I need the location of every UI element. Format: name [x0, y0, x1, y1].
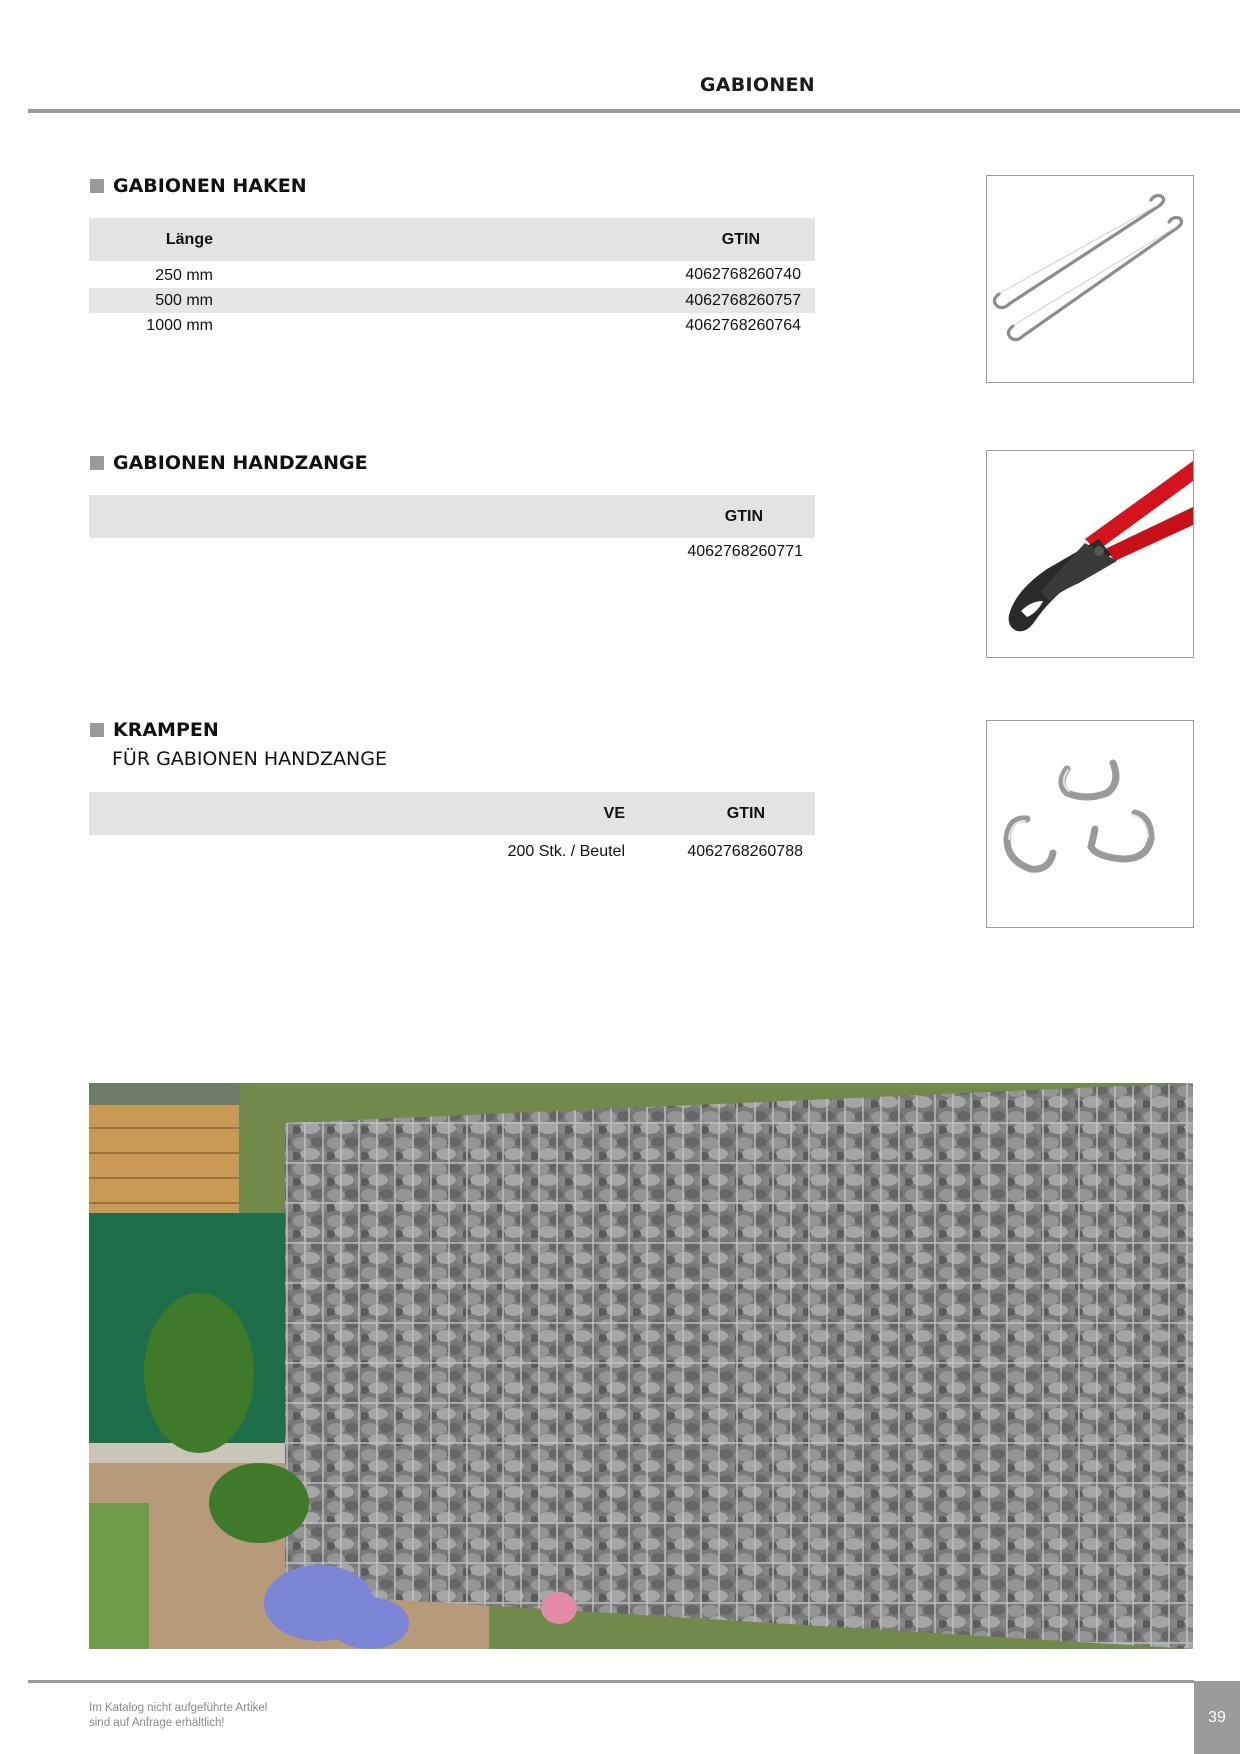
cell-length: 500 mm	[89, 288, 213, 313]
column-header-gtin: GTIN	[213, 218, 815, 261]
section-bullet-icon	[90, 723, 104, 737]
krampen-table	[89, 792, 815, 864]
section-bullet-icon	[90, 456, 104, 470]
section-subtitle-krampen: FÜR GABIONEN HANDZANGE	[112, 748, 387, 770]
table-row	[89, 835, 815, 864]
footer-divider	[28, 1680, 1194, 1683]
table-header-row	[89, 792, 815, 835]
section-bullet-icon	[90, 179, 104, 193]
footer-note-line: sind auf Anfrage erhältlich!	[89, 1717, 225, 1729]
product-image-handzange	[986, 450, 1194, 658]
section-title-text: GABIONEN HANDZANGE	[113, 452, 368, 474]
handzange-table	[89, 495, 815, 566]
cell-ve: 200 Stk. / Beutel	[507, 842, 625, 860]
cell-length: 250 mm	[155, 266, 213, 284]
section-title-haken	[90, 175, 307, 197]
gabion-hook-illustration	[987, 176, 1193, 382]
table-header-row	[89, 218, 815, 261]
section-title-handzange	[90, 452, 368, 474]
footer-note	[89, 1701, 267, 1731]
section-title-text: GABIONEN HAKEN	[113, 175, 307, 197]
section-title-krampen	[90, 719, 219, 741]
footer-note-line: Im Katalog nicht aufgeführte Artikel	[89, 1702, 268, 1714]
product-image-haken	[986, 175, 1194, 383]
column-header-gtin: GTIN	[89, 495, 815, 538]
column-header-gtin: GTIN	[625, 792, 815, 835]
cell-length: 1000 mm	[146, 316, 213, 334]
page-header-title: GABIONEN	[699, 74, 815, 96]
column-header-ve: VE	[89, 792, 625, 835]
gabion-wall-scene	[89, 1083, 1193, 1649]
table-row	[89, 313, 815, 338]
page-number: 39	[1194, 1681, 1240, 1754]
haken-table	[89, 218, 815, 338]
cell-gtin: 4062768260771	[687, 543, 803, 560]
hog-ring-clips-illustration	[987, 721, 1193, 927]
header-divider	[28, 109, 1240, 113]
table-header-row	[89, 495, 815, 538]
cell-gtin: 4062768260757	[213, 288, 815, 313]
product-image-krampen	[986, 720, 1194, 928]
pliers-illustration	[987, 451, 1193, 657]
cell-gtin: 4062768260788	[687, 842, 803, 860]
gabion-wall-photo	[89, 1083, 1193, 1649]
cell-gtin: 4062768260764	[685, 316, 801, 334]
section-title-text: KRAMPEN	[113, 719, 219, 741]
table-row	[89, 261, 815, 288]
cell-gtin: 4062768260740	[685, 265, 801, 283]
table-row	[89, 538, 815, 566]
table-row	[89, 288, 815, 313]
column-header-length: Länge	[89, 218, 213, 261]
